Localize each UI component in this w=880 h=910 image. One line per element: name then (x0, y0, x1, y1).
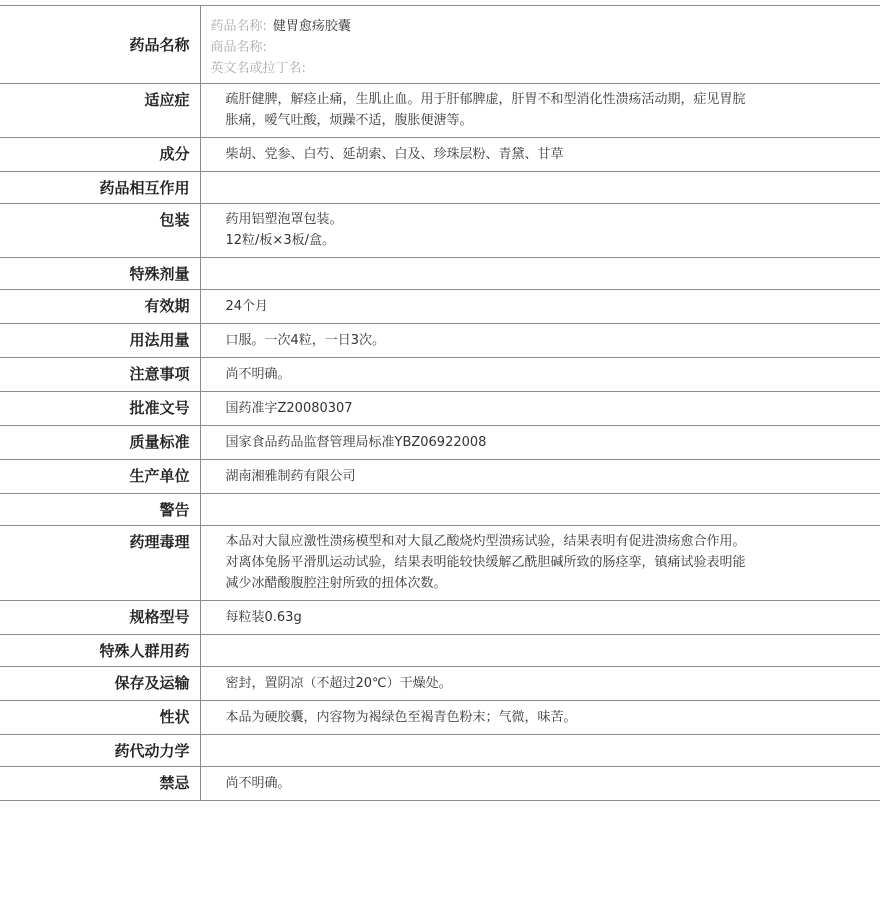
table-row (0, 324, 880, 358)
row-value (200, 172, 880, 204)
trade-name-key: 商品名称: (210, 40, 267, 55)
row-value (200, 701, 880, 735)
english-name-key: 英文名或拉丁名: (210, 61, 306, 76)
row-value-line: 12粒/板×3板/盒。 (225, 233, 335, 248)
table-row (0, 667, 880, 701)
row-label: 批准文号 (0, 392, 200, 426)
row-label: 包装 (0, 204, 200, 258)
table-row (0, 138, 880, 172)
row-value-line: 本品对大鼠应激性溃疡模型和对大鼠乙酸烧灼型溃疡试验，结果表明有促进溃疡愈合作用。 (225, 534, 746, 549)
row-label: 质量标准 (0, 426, 200, 460)
row-value-line: 24个月 (225, 299, 269, 314)
table-row (0, 426, 880, 460)
table-row (0, 460, 880, 494)
row-value-line: 药用铝塑泡罩包装。 (225, 212, 343, 227)
row-label: 保存及运输 (0, 667, 200, 701)
row-value-line: 胀痛，嗳气吐酸，烦躁不适，腹胀便溏等。 (225, 113, 473, 128)
table-row (0, 392, 880, 426)
table-row (0, 358, 880, 392)
row-label: 药品名称 (0, 6, 200, 84)
row-value (200, 494, 880, 526)
row-value-line: 密封，置阴凉（不超过20℃）干燥处。 (225, 676, 452, 691)
generic-name-key: 药品名称: (210, 19, 267, 34)
row-value (200, 138, 880, 172)
row-value (200, 204, 880, 258)
row-value-line: 口服。一次4粒，一日3次。 (225, 333, 386, 348)
trade-name-line (211, 37, 871, 58)
row-value (200, 392, 880, 426)
row-value-line: 国药准字Z20080307 (225, 401, 353, 416)
table-row (0, 84, 880, 138)
row-value (200, 460, 880, 494)
table-row (0, 204, 880, 258)
row-value-line: 每粒装0.63g (225, 610, 302, 625)
row-value-line: 柴胡、党参、白芍、延胡索、白及、珍珠层粉、青黛、甘草 (225, 147, 564, 162)
row-label: 注意事项 (0, 358, 200, 392)
table-row (0, 701, 880, 735)
row-label: 适应症 (0, 84, 200, 138)
table-row (0, 601, 880, 635)
row-value (200, 358, 880, 392)
row-value (200, 526, 880, 601)
generic-name-value: 健胃愈疡胶囊 (272, 19, 351, 34)
spec-table-body (0, 6, 880, 801)
row-label: 药代动力学 (0, 735, 200, 767)
row-label: 成分 (0, 138, 200, 172)
row-value (200, 426, 880, 460)
row-value (200, 258, 880, 290)
row-value-line: 尚不明确。 (225, 367, 291, 382)
row-value (200, 735, 880, 767)
row-label: 药品相互作用 (0, 172, 200, 204)
table-row (0, 635, 880, 667)
row-label: 警告 (0, 494, 200, 526)
generic-name-line (211, 16, 871, 37)
row-value (200, 601, 880, 635)
row-drug-name (0, 6, 880, 84)
row-label: 性状 (0, 701, 200, 735)
table-row (0, 526, 880, 601)
row-label: 规格型号 (0, 601, 200, 635)
english-name-line (211, 58, 871, 79)
table-row (0, 494, 880, 526)
row-value-line: 国家食品药品监督管理局标准YBZ06922008 (225, 435, 487, 450)
table-row (0, 735, 880, 767)
row-value (200, 635, 880, 667)
drug-spec-table (0, 5, 880, 801)
row-label: 生产单位 (0, 460, 200, 494)
table-row (0, 290, 880, 324)
row-value-line: 对离体兔肠平滑肌运动试验，结果表明能较快缓解乙酰胆碱所致的肠痉挛，镇痛试验表明能 (225, 555, 746, 570)
row-value-line: 疏肝健脾，解痉止痛，生肌止血。用于肝郁脾虚，肝胃不和型消化性溃疡活动期，症见胃脘 (225, 92, 746, 107)
table-row (0, 258, 880, 290)
table-row (0, 767, 880, 801)
table-row (0, 172, 880, 204)
row-value-line: 减少冰醋酸腹腔注射所致的扭体次数。 (225, 576, 447, 591)
row-label: 有效期 (0, 290, 200, 324)
row-label: 特殊剂量 (0, 258, 200, 290)
row-value (200, 767, 880, 801)
row-value (200, 84, 880, 138)
row-label: 禁忌 (0, 767, 200, 801)
row-label: 用法用量 (0, 324, 200, 358)
row-value (200, 324, 880, 358)
row-value (200, 667, 880, 701)
row-value-line: 本品为硬胶囊，内容物为褐绿色至褐青色粉末；气微，味苦。 (225, 710, 577, 725)
row-label: 特殊人群用药 (0, 635, 200, 667)
row-label: 药理毒理 (0, 526, 200, 601)
row-value (200, 290, 880, 324)
row-value (200, 6, 880, 84)
row-value-line: 湖南湘雅制药有限公司 (225, 469, 356, 484)
row-value-line: 尚不明确。 (225, 776, 291, 791)
